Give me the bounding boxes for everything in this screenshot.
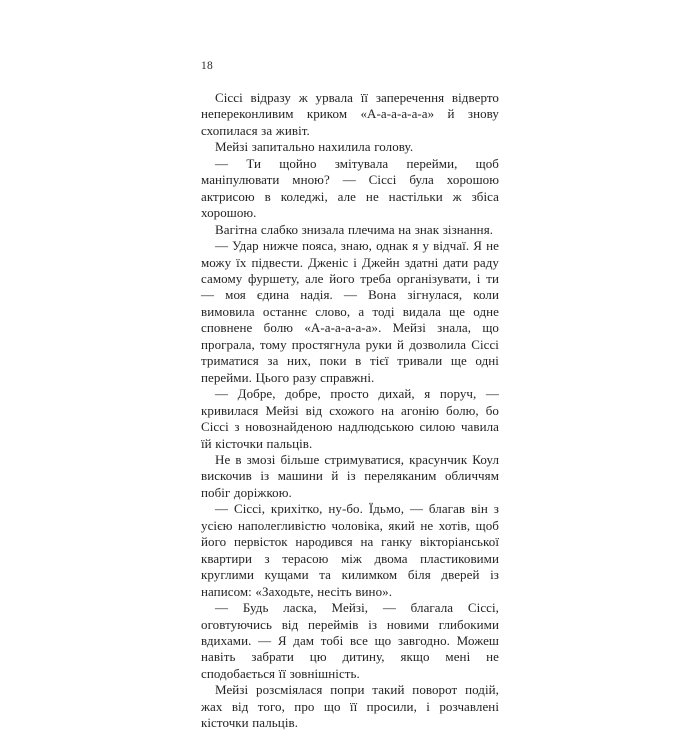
paragraph: — Сіссі, крихітко, ну-бо. Їдьмо, — благав він з усією наполегливістю чоловіка, який не хотів, щоб його первісток народився на ганку вікторіанської квартири з терасою між двома пластиковими круглими кущами та килимком біля дверей із написом: «Заходьте, несіть вино». xyxy=(201,501,499,599)
body-text-column xyxy=(201,90,499,732)
paragraph: — Добре, добре, просто дихай, я поруч, — кривилася Мейзі від схожого на агонію болю, бо Сіссі з новознайденою надлюдською силою чавила їй кісточки пальців. xyxy=(201,386,499,451)
paragraph: Мейзі розсміялася попри такий поворот подій, жах від того, про що її просили, і розчавлені кісточки пальців. xyxy=(201,682,499,731)
paragraph: Сіссі відразу ж урвала її заперечення відверто непереконливим криком «А-а-а-а-а-а» й знову схопилася за живіт. xyxy=(201,90,499,138)
paragraph: — Ти щойно змітувала перейми, щоб маніпулювати мною? — Сіссі була хорошою актрисою в коледжі, але не настільки ж збіса хорошою. xyxy=(201,155,499,221)
paragraph: — Удар нижче пояса, знаю, однак я у відчаї. Я не можу їх підвести. Дженіс і Джейн здатні дати раду самому фуршету, але його треба організувати, і ти — моя єдина надія. — Вона зігнулася, коли вимовила останнє слово, а тоді видала ще одне сповнене болю «А-а-а-а-а-а». Мейзі знала, що програла, тому простягнула руки й дозволила Сіссі триматися за них, поки в тієї тривали ще одні перейми. Цього разу справжні. xyxy=(201,238,499,385)
paragraph: — Будь ласка, Мейзі, — благала Сіссі, оговтуючись від переймів із новими глибокими вдихами. — Я дам тобі все що завгодно. Можеш навіть забрати цю дитину, якщо мені не сподобається її зовнішність. xyxy=(201,600,499,681)
paragraph: Вагітна слабко знизала плечима на знак зізнання. xyxy=(215,221,494,237)
paragraph: Мейзі запитально нахилила голову. xyxy=(215,139,414,155)
page-number: 18 xyxy=(201,60,213,72)
paragraph: Не в змозі більше стримуватися, красунчик Коул вискочив із машини й із переляканим обличчям побіг доріжкою. xyxy=(201,451,499,500)
